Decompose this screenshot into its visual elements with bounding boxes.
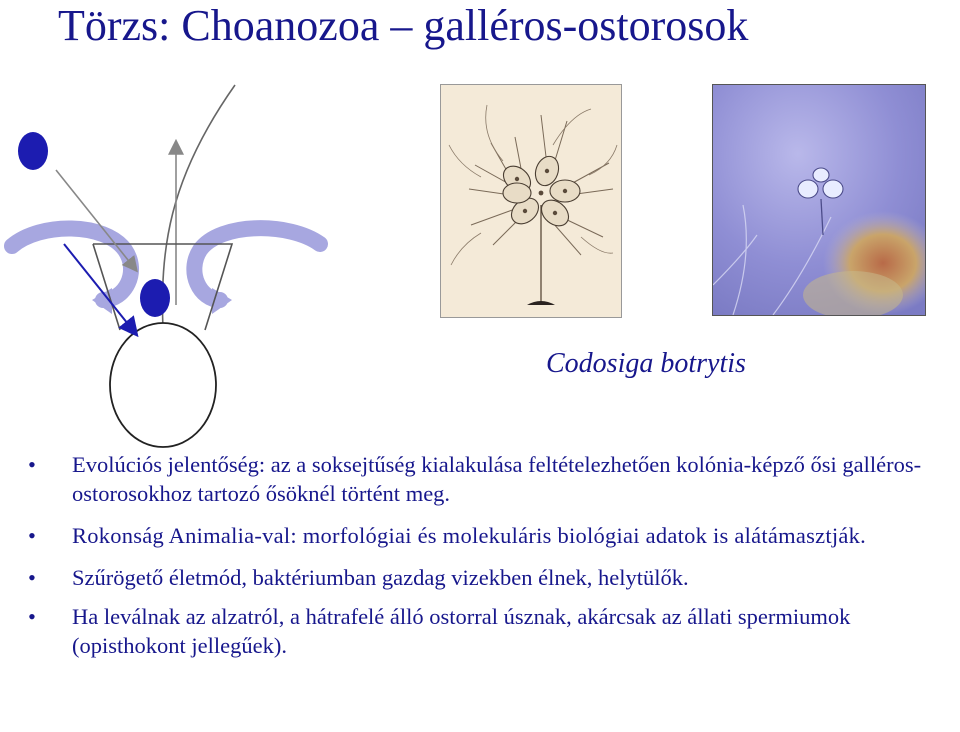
bullet-item: • Ha leválnak az alzatról, a hátrafelé álló ostorral úsznak, akárcsak az állati spermiumok (opisthokont jellegűek). [38, 602, 953, 660]
slide-title: Törzs: Choanozoa – galléros-ostorosok [58, 1, 749, 50]
cell-body [110, 323, 216, 447]
bullet-list [38, 450, 953, 673]
bullet-item: • Evolúciós jelentőség: az a soksejtűség kialakulása feltételezhetően kolónia-képző ősi galléros-ostorosokhoz tartozó ősöknél történt meg. [38, 450, 953, 508]
water-flow-arrow-left [12, 228, 131, 300]
codosiga-colony-drawing [440, 84, 622, 318]
food-particle [18, 132, 48, 170]
bullet-item: • Rokonság Animalia-val: morfológiai és molekuláris biológiai adatok is alátámasztják. [38, 521, 953, 550]
codosiga-micrograph [712, 84, 926, 316]
bullet-item: • Szűrögető életmód, baktériumban gazdag vizekben élnek, helytülők. [38, 563, 953, 592]
choanoflagellate-diagram [0, 60, 340, 460]
food-particle [140, 279, 170, 317]
species-caption: Codosiga botrytis [546, 348, 746, 379]
